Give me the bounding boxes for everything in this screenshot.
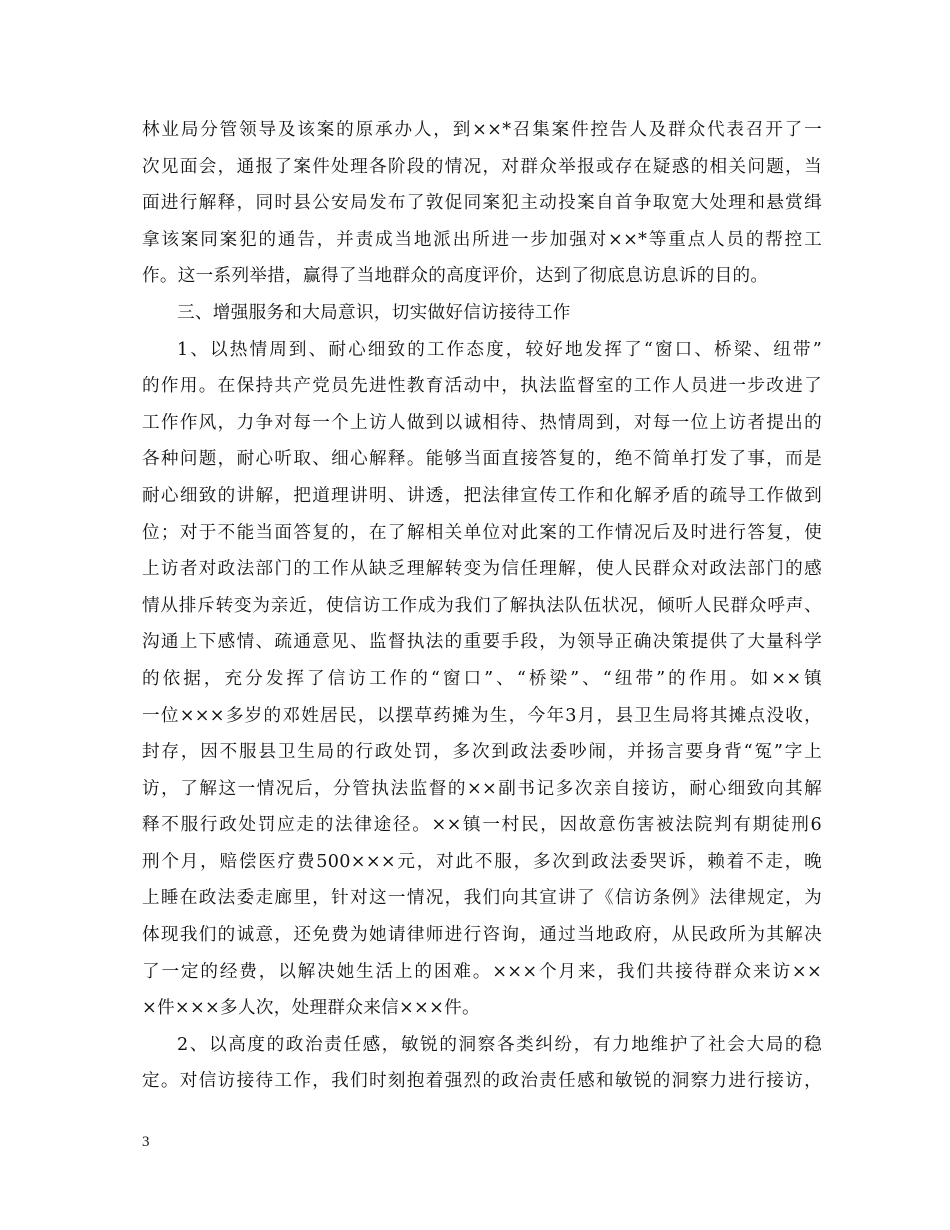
text-line: 拿该案同案犯的通告，并责成当地派出所进一步加强对××*等重点人员的帮控工: [142, 229, 822, 250]
text-line: 封存，因不服县卫生局的行政处罚，多次到政法委吵闹，并扬言要身背“冤”字上: [142, 742, 822, 763]
text-line: 耐心细致的讲解，把道理讲明、讲透，把法律宣传工作和化解矛盾的疏导工作做到: [142, 485, 822, 506]
text-line: 位；对于不能当面答复的，在了解相关单位对此案的工作情况后及时进行答复，使: [142, 522, 822, 543]
text-line: 的依据，充分发挥了信访工作的“窗口”、“桥梁”、“纽带”的作用。如××镇: [142, 668, 822, 689]
section-heading: 三、增强服务和大局意识，切实做好信访接待工作: [177, 302, 571, 323]
text-line: 次见面会，通报了案件处理各阶段的情况，对群众举报或存在疑惑的相关问题，当: [142, 156, 822, 177]
text-line: 各种问题，耐心听取、细心解释。能够当面直接答复的，绝不简单打发了事，而是: [142, 449, 822, 470]
text-line: 上睡在政法委走廊里，针对这一情况，我们向其宣讲了《信访条例》法律规定，为: [142, 888, 822, 909]
text-line: 刑个月，赔偿医疗费500×××元，对此不服，多次到政法委哭诉，赖着不走，晚: [142, 851, 822, 872]
text-line: 了一定的经费，以解决她生活上的困难。×××个月来，我们共接待群众来访××: [142, 961, 822, 982]
text-line: 2、以高度的政治责任感，敏锐的洞察各类纠纷，有力地维护了社会大局的稳: [177, 1034, 822, 1055]
page-number: 3: [142, 1134, 150, 1150]
text-line: 作。这一系列举措，赢得了当地群众的高度评价，达到了彻底息访息诉的目的。: [142, 266, 769, 287]
text-line: 访，了解这一情况后，分管执法监督的××副书记多次亲自接访，耐心细致向其解: [142, 778, 822, 799]
text-line: 定。对信访接待工作，我们时刻抱着强烈的政治责任感和敏锐的洞察力进行接访，: [142, 1071, 822, 1092]
document-body: [142, 112, 822, 1100]
text-line: ×件×××多人次，处理群众来信×××件。: [142, 998, 480, 1019]
text-line: 的作用。在保持共产党员先进性教育活动中，执法监督室的工作人员进一步改进了: [142, 376, 822, 397]
text-line: 林业局分管领导及该案的原承办人，到××*召集案件控告人及群众代表召开了一: [142, 120, 822, 140]
text-line: 体现我们的诚意，还免费为她请律师进行咨询，通过当地政府，从民政所为其解决: [142, 925, 822, 946]
text-line: 工作作风，力争对每一个上访人做到以诚相待、热情周到，对每一位上访者提出的: [142, 412, 822, 433]
text-line: 沟通上下感情、疏通意见、监督执法的重要手段，为领导正确决策提供了大量科学: [142, 632, 822, 653]
text-line: 一位×××多岁的邓姓居民，以摆草药摊为生，今年3月，县卫生局将其摊点没收，: [142, 705, 822, 726]
text-line: 1、以热情周到、耐心细致的工作态度，较好地发挥了“窗口、桥梁、纽带”: [177, 339, 822, 360]
text-line: 面进行解释，同时县公安局发布了敦促同案犯主动投案自首争取宽大处理和悬赏缉: [142, 193, 822, 214]
text-line: 释不服行政处罚应走的法律途径。××镇一村民，因故意伤害被法院判有期徒刑6: [142, 815, 822, 836]
text-line: 上访者对政法部门的工作从缺乏理解转变为信任理解，使人民群众对政法部门的感: [142, 559, 822, 580]
text-line: 情从排斥转变为亲近，使信访工作成为我们了解执法队伍状况，倾听人民群众呼声、: [142, 595, 822, 616]
